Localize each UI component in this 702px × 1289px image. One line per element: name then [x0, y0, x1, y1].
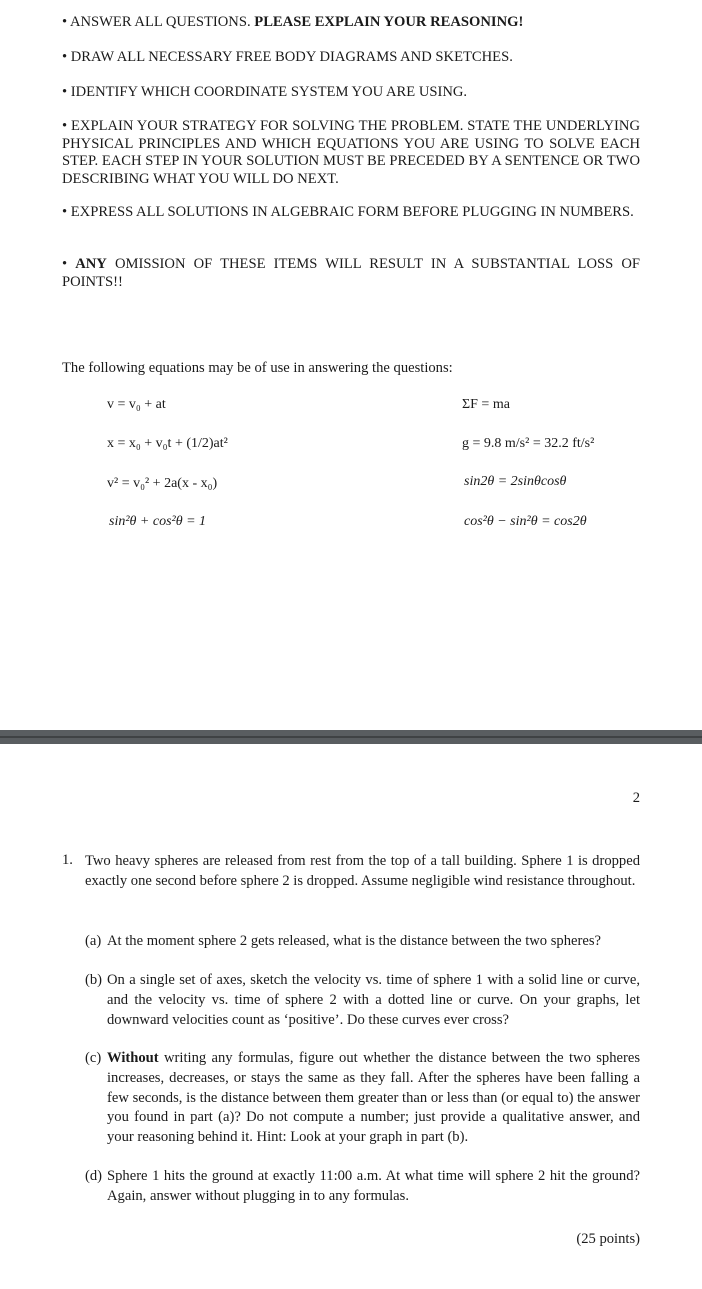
part-c-label: (c)	[85, 1050, 102, 1066]
equation-double-angle-sin: sin2θ = 2sinθcosθ	[464, 474, 567, 489]
equations-intro: The following equations may be of use in answering the questions:	[62, 360, 453, 376]
equation-position: x = x₀ + v₀t + (1/2)at²	[107, 436, 228, 451]
part-a-text: At the moment sphere 2 gets released, what is the distance between the two spheres?	[107, 933, 601, 949]
question-text: Two heavy spheres are released from rest from the top of a tall building. Sphere 1 is dropped exactly one second before sphere 2 is dropped. Assume negligible wind resistance throughout.	[85, 853, 640, 889]
equation-velocity-squared: v² = v₀² + 2a(x - x₀)	[107, 476, 218, 491]
instruction-draw-diagrams: • DRAW ALL NECESSARY FREE BODY DIAGRAMS AND SKETCHES.	[62, 49, 513, 65]
part-c-body	[107, 1049, 640, 1148]
question-part-c	[85, 1049, 640, 1148]
instruction-algebraic: • EXPRESS ALL SOLUTIONS IN ALGEBRAIC FORM BEFORE PLUGGING IN NUMBERS.	[62, 204, 634, 220]
question-points: (25 points)	[576, 1231, 640, 1247]
instruction-omission	[62, 256, 640, 291]
instruction-answer-all	[62, 14, 640, 32]
instruction-coordinate-system: • IDENTIFY WHICH COORDINATE SYSTEM YOU ARE USING.	[62, 84, 468, 100]
equation-sum-forces: ΣF = ma	[462, 397, 510, 412]
part-d-text: Sphere 1 hits the ground at exactly 11:00 a.m. At what time will sphere 2 hit the ground? Again, answer without plugging in to any formulas.	[107, 1168, 640, 1204]
page-divider-line	[0, 736, 702, 738]
omission-rest: OMISSION OF THESE ITEMS WILL RESULT IN A SUBSTANTIAL LOSS OF POINTS!!	[62, 256, 640, 290]
instruction-strategy: • EXPLAIN YOUR STRATEGY FOR SOLVING THE PROBLEM. STATE THE UNDERLYING PHYSICAL PRINCIPLES AND WHICH EQUATIONS YOU ARE USING TO SOLVE EACH STEP. EACH STEP IN YOUR SOLUTION MUST BE PRECEDED BY A SENTENCE OR TWO DESCRIBING WHAT YOU WILL DO NEXT.	[62, 118, 640, 187]
part-b-text: On a single set of axes, sketch the velocity vs. time of sphere 1 with a solid line or curve, and the velocity vs. time of sphere 2 with a dotted line or curve. On your graphs, let downward velocities count as ‘positive’. Do these curves ever cross?	[107, 972, 640, 1028]
question-part-b	[85, 971, 640, 1030]
part-c-text: writing any formulas, figure out whether the distance between the two spheres increases, decreases, or stays the same as they fall. After the spheres have been falling a few seconds, is the distance between them greater than or less than (or equal to) the answer you found in part (a)? Do not compute a number; just provide a qualitative answer, and your reasoning behind it. Hint: Look at your graph in part (b).	[107, 1050, 640, 1146]
equation-velocity: v = v₀ + at	[107, 397, 166, 412]
page-number: 2	[632, 790, 640, 806]
page-divider	[0, 730, 702, 744]
equation-gravity: g = 9.8 m/s² = 32.2 ft/s²	[462, 436, 595, 451]
part-a-label: (a)	[85, 933, 102, 949]
part-b-label: (b)	[85, 972, 103, 988]
omission-bold: ANY	[75, 256, 107, 272]
part-c-bold: Without	[107, 1050, 159, 1066]
question-part-a	[85, 932, 640, 952]
answer-all-text: • ANSWER ALL QUESTIONS.	[62, 14, 251, 30]
explain-reasoning-text: PLEASE EXPLAIN YOUR REASONING!	[254, 14, 524, 30]
page-2	[0, 744, 702, 1289]
part-d-label: (d)	[85, 1168, 103, 1184]
equation-double-angle-cos: cos²θ − sin²θ = cos2θ	[464, 514, 587, 529]
question-part-d	[85, 1167, 640, 1207]
equation-pythagorean: sin²θ + cos²θ = 1	[109, 514, 207, 529]
question-number: 1.	[62, 852, 73, 868]
omission-prefix: •	[62, 256, 76, 272]
